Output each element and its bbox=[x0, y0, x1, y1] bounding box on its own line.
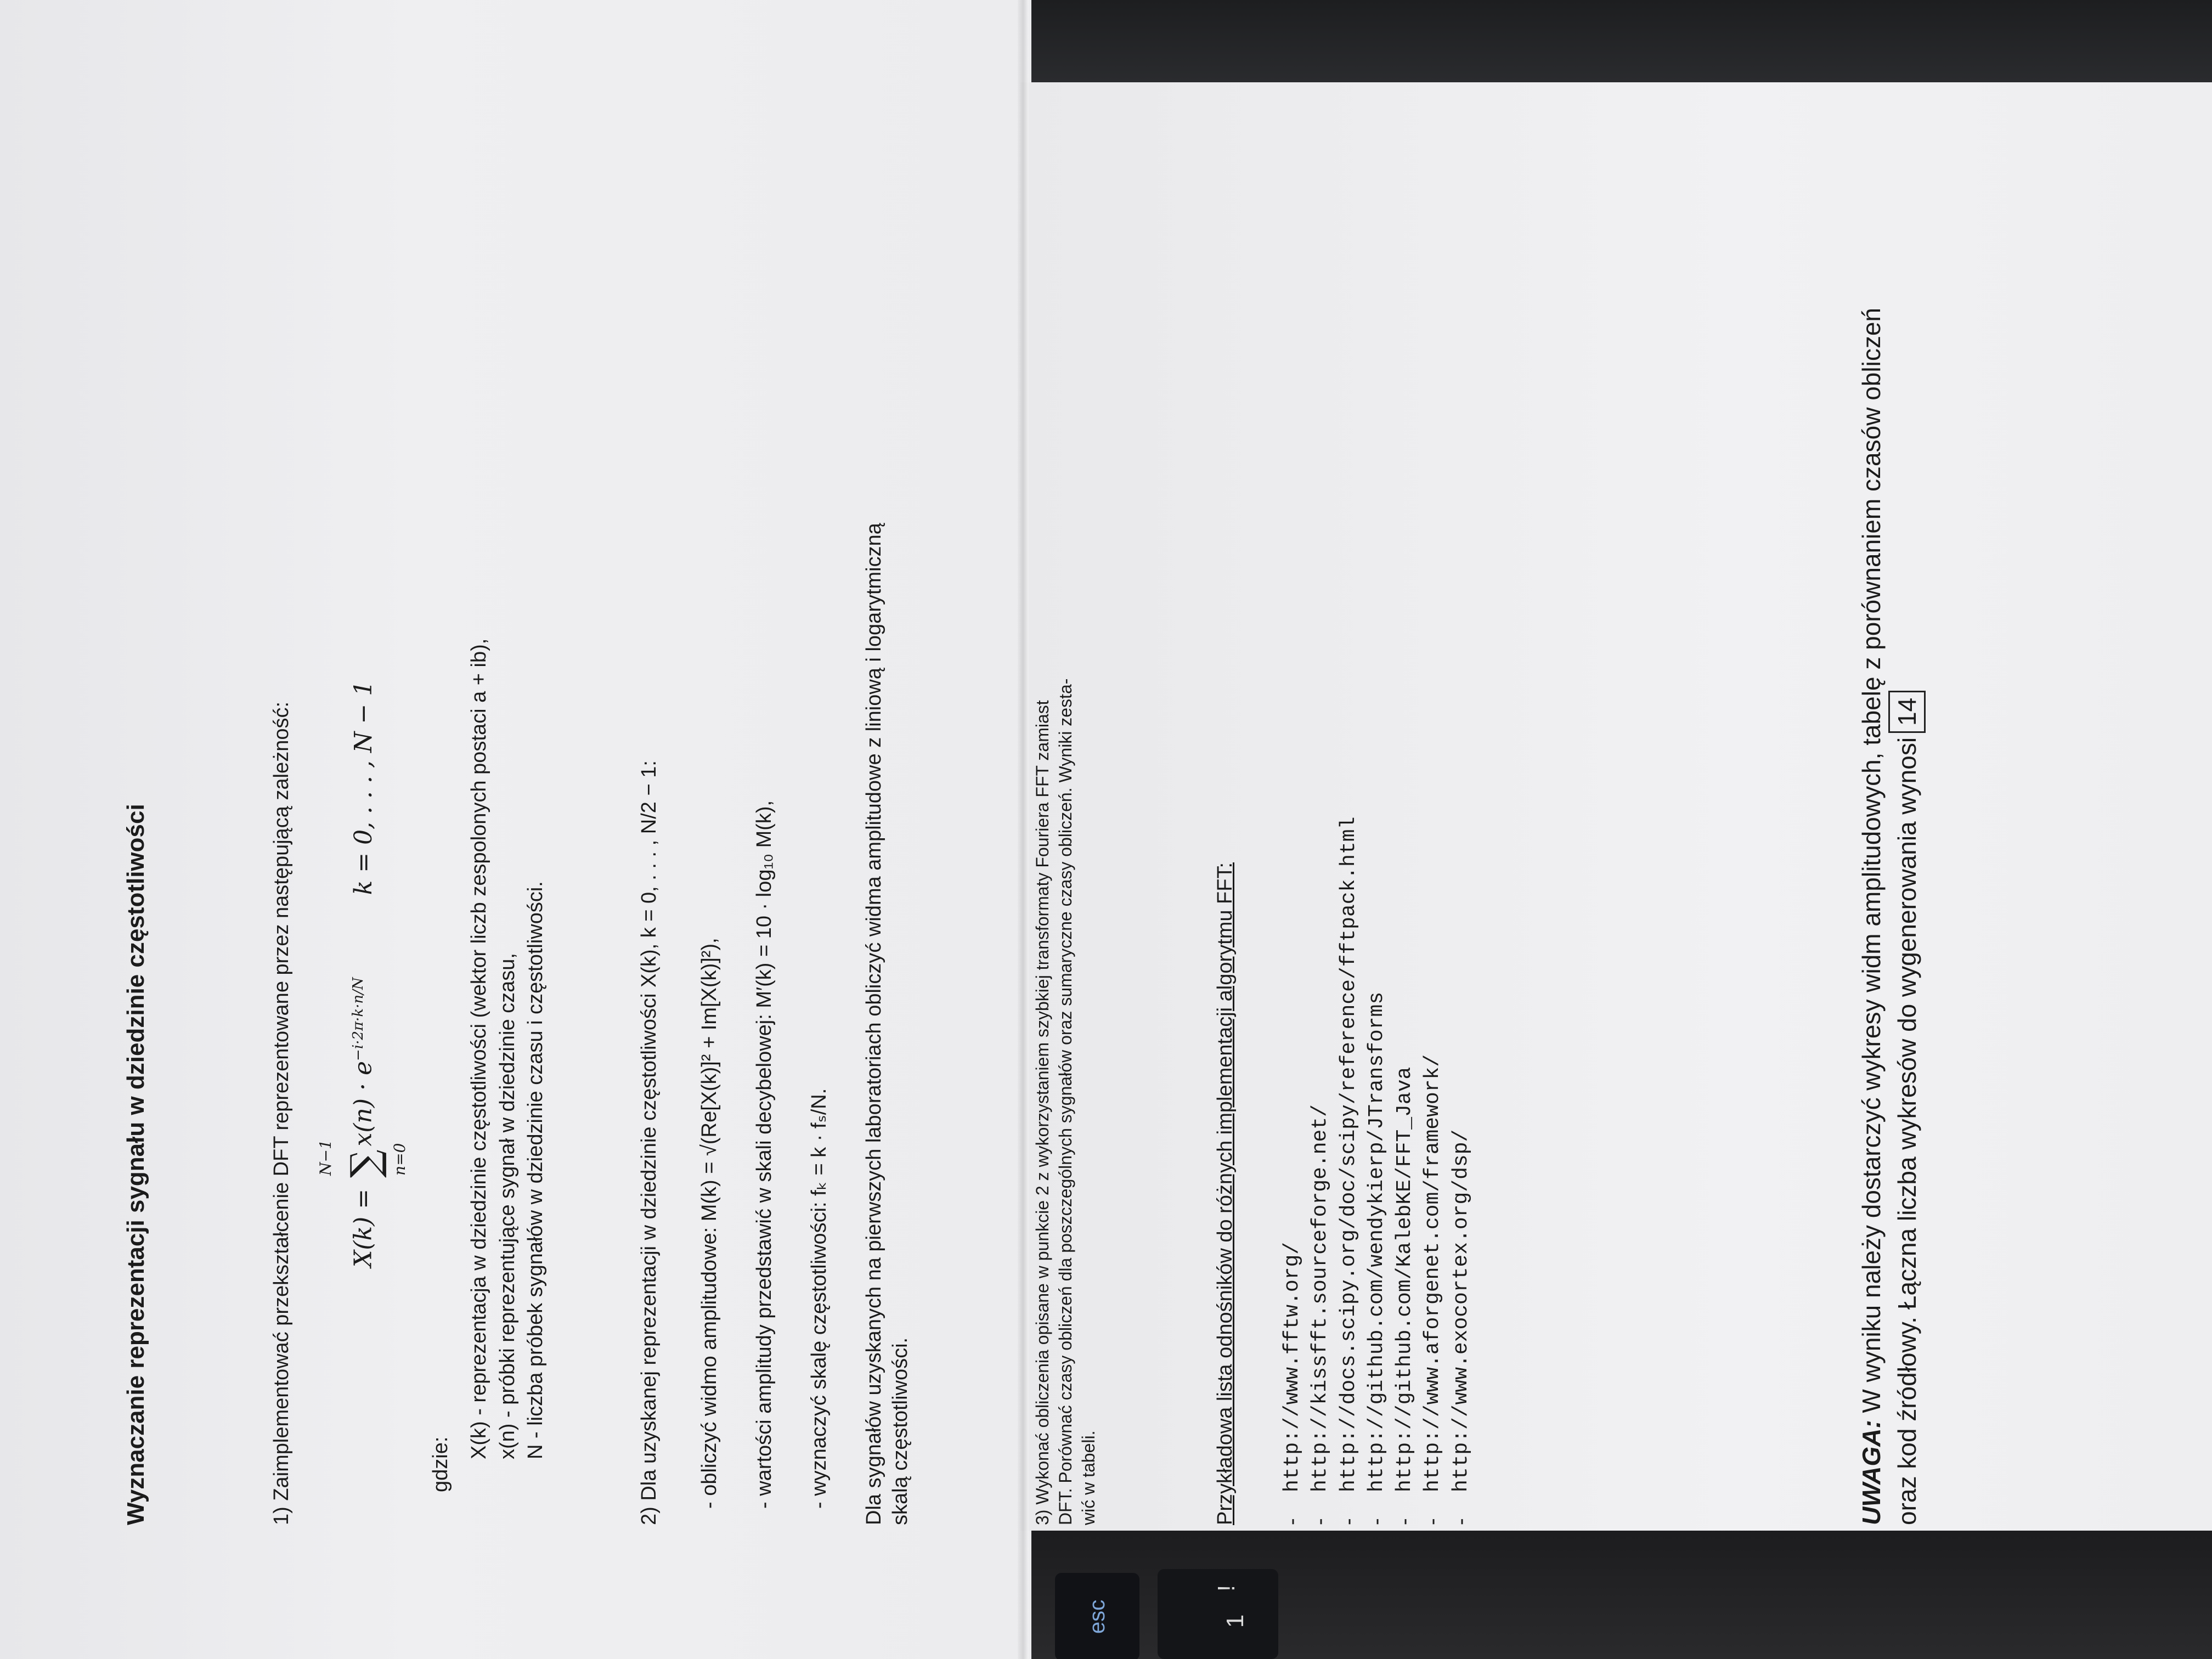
fft-link[interactable]: - http://www.aforgenet.com/framework/ bbox=[1419, 817, 1447, 1492]
warning-note bbox=[1854, 308, 1926, 1525]
definition-item: X(k) - reprezentacja w dziedzinie częstotliwości (wektor liczb zespolonych postaci a + ib), bbox=[467, 638, 490, 1459]
sum-symbol: ∑ N−1 n=0 bbox=[317, 1139, 409, 1178]
formula-range: k = 0, . . . , N − 1 bbox=[349, 680, 377, 895]
links-title: Przykładowa lista odnośników do różnych implementacji algorytmu FFT: bbox=[1214, 862, 1237, 1525]
warning-label: UWAGA: bbox=[1857, 1420, 1886, 1525]
section2-item: - obliczyć widmo amplitudowe: M(k) = √(Re[X(k)]² + Im[X(k)]²), bbox=[698, 938, 721, 1509]
section2-intro: 2) Dla uzyskanej reprezentacji w dziedzinie częstotliwości X(k), k = 0, . . . , N/2 − 1: bbox=[637, 760, 661, 1525]
fft-link[interactable]: - http://www.fftw.org/ bbox=[1278, 817, 1306, 1492]
warning-line: W wyniku należy dostarczyć wykresy widm amplitudowych, tabelę z porównaniem czasów obliczeń bbox=[1857, 308, 1886, 1420]
section1-intro: 1) Zaimplementować przekształcenie DFT reprezentowane przez następującą zależność: bbox=[270, 701, 293, 1525]
definition-item: N - liczba próbek sygnałów w dziedzinie czasu i częstotliwości. bbox=[524, 881, 547, 1459]
fft-links-list bbox=[1278, 817, 1475, 1492]
key-shift-label: ! bbox=[1213, 1584, 1240, 1592]
section2-item: - wyznaczyć skalę częstotliwości: fₖ = k · fₛ/N. bbox=[808, 1088, 831, 1509]
document-title: Wyznaczanie reprezentacji sygnału w dziedzinie częstotliwości bbox=[122, 804, 149, 1525]
esc-key: esc bbox=[1055, 1573, 1139, 1659]
fft-link[interactable]: - http://kissfft.sourceforge.net/ bbox=[1306, 817, 1334, 1492]
fft-link[interactable]: - http://www.exocortex.org/dsp/ bbox=[1447, 817, 1475, 1492]
fft-link[interactable]: - http://github.com/KalebKE/FFT_Java bbox=[1391, 817, 1419, 1492]
sum-lower-limit: n=0 bbox=[391, 1143, 409, 1176]
section3-line: wić w tabeli. bbox=[1079, 1430, 1098, 1525]
dft-formula bbox=[317, 680, 409, 1267]
section3-line: DFT. Porównać czasy obliczeń dla poszczególnych sygnałów oraz sumaryczne czasy obliczeń. Wyniki zesta- bbox=[1056, 678, 1075, 1525]
key-number-label: 1 bbox=[1222, 1614, 1249, 1628]
section2-note-line: Dla sygnałów uzyskanych na pierwszych laboratoriach obliczyć widma amplitudowe z liniową i logarytmiczną bbox=[862, 523, 885, 1525]
formula-exponent: −i·2π·k·n/N bbox=[349, 977, 366, 1061]
definition-list bbox=[466, 639, 551, 1459]
chart-count-box: 14 bbox=[1888, 691, 1926, 733]
number-one-key bbox=[1158, 1569, 1278, 1659]
formula-lhs: X(k) = bbox=[349, 1181, 377, 1267]
sum-upper-limit: N−1 bbox=[317, 1139, 335, 1176]
document bbox=[121, 44, 2151, 1525]
section2-note-line: skalą częstotliwości. bbox=[889, 1337, 912, 1525]
formula-body: x(n) · e bbox=[349, 1060, 377, 1147]
fft-link[interactable]: - http://github.com/wendykierp/JTransforms bbox=[1363, 817, 1391, 1492]
section2-item: - wartości amplitudy przedstawić w skali decybelowej: M′(k) = 10 · log₁₀ M(k), bbox=[753, 800, 776, 1509]
definition-item: x(n) - próbki reprezentujące sygnał w dziedzinie czasu, bbox=[495, 953, 519, 1459]
warning-line: oraz kod źródłowy. Łączna liczba wykresów do wygenerowania wynosi bbox=[1893, 737, 1922, 1525]
where-label: gdzie: bbox=[429, 1436, 452, 1492]
fft-link[interactable]: - http://docs.scipy.org/doc/scipy/reference/fftpack.html bbox=[1335, 817, 1363, 1492]
section3-line: 3) Wykonać obliczenia opisane w punkcie 2 z wykorzystaniem szybkiej transformaty Fouriera FFT zamiast bbox=[1032, 700, 1052, 1525]
